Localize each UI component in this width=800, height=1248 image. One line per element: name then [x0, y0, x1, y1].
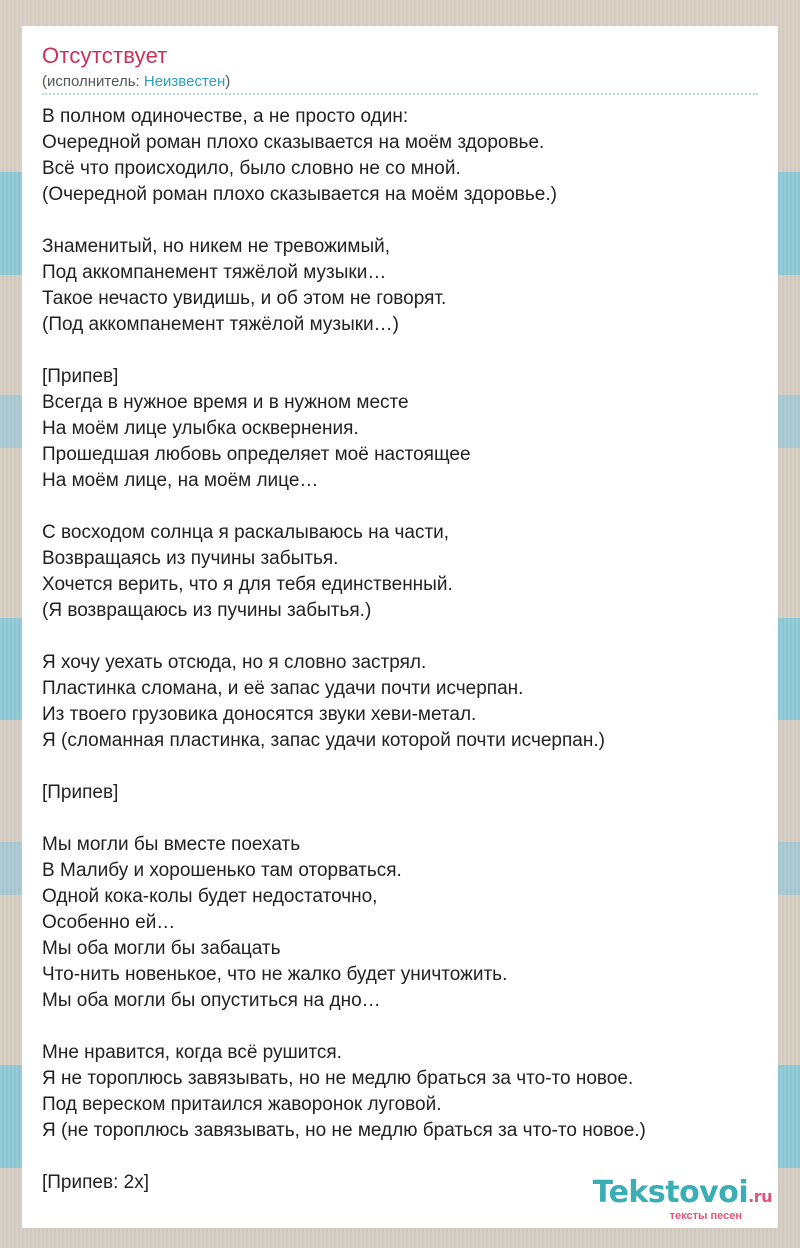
lyric-line: Всё что происходило, было словно не со мной. [42, 158, 461, 179]
lyric-line: Прошедшая любовь определяет моё настоящее [42, 444, 471, 465]
stanza-break [42, 806, 758, 832]
lyric-line: Такое нечасто увидишь, и об этом не говорят. [42, 288, 447, 309]
lyric-line: В полном одиночестве, а не просто один: [42, 106, 409, 127]
logo-name: Tekstovoi [592, 1175, 749, 1210]
lyric-line: На моём лице, на моём лице… [42, 470, 319, 491]
title-divider [42, 93, 758, 95]
stanza-break [42, 1014, 758, 1040]
lyric-line: Знаменитый, но никем не тревожимый, [42, 236, 391, 257]
lyric-line: [Припев] [42, 366, 119, 387]
lyric-line: Из твоего грузовика доносятся звуки хеви-метал. [42, 704, 477, 725]
artist-suffix: ) [225, 73, 231, 90]
lyric-line: Всегда в нужное время и в нужном месте [42, 392, 409, 413]
artist-link[interactable]: Неизвестен [143, 73, 226, 90]
lyric-line: Под вереском притаился жаворонок луговой. [42, 1094, 442, 1115]
lyric-line: С восходом солнца я раскалываюсь на части, [42, 522, 450, 543]
lyric-line: Под аккомпанемент тяжёлой музыки… [42, 262, 387, 283]
artist-prefix: (исполнитель: [42, 73, 144, 90]
lyric-line: Мы оба могли бы опуститься на дно… [42, 990, 381, 1011]
lyric-line: Мне нравится, когда всё рушится. [42, 1042, 342, 1063]
lyric-line: Особенно ей… [42, 912, 176, 933]
lyric-line: (Под аккомпанемент тяжёлой музыки…) [42, 314, 399, 335]
stanza-break [42, 754, 758, 780]
stanza-break [42, 1144, 758, 1170]
lyric-line: [Припев] [42, 782, 119, 803]
logo-tld: .ru [748, 1187, 772, 1206]
stanza-break [42, 338, 758, 364]
lyrics-card [22, 26, 778, 1228]
stanza-break [42, 624, 758, 650]
song-title: Отсутствует [42, 43, 168, 68]
lyric-line: Мы оба могли бы забацать [42, 938, 281, 959]
lyric-line: (Очередной роман плохо сказывается на моём здоровье.) [42, 184, 557, 205]
lyric-line: В Малибу и хорошенько там оторваться. [42, 860, 402, 881]
lyrics-text [42, 104, 758, 1196]
lyric-line: Я (не тороплюсь завязывать, но не медлю браться за что-то новое.) [42, 1120, 646, 1141]
artist-line [42, 73, 230, 90]
lyric-line: Что-нить новенькое, что не жалко будет уничтожить. [42, 964, 508, 985]
logo-tagline: тексты песен [669, 1210, 742, 1222]
lyric-line: [Припев: 2х] [42, 1172, 149, 1193]
lyric-line: Мы могли бы вместе поехать [42, 834, 301, 855]
lyric-line: Хочется верить, что я для тебя единственный. [42, 574, 453, 595]
lyric-line: На моём лице улыбка осквернения. [42, 418, 359, 439]
stanza-break [42, 208, 758, 234]
lyric-line: Я хочу уехать отсюда, но я словно застрял. [42, 652, 427, 673]
lyric-line: Одной кока-колы будет недостаточно, [42, 886, 378, 907]
lyric-line: Я (сломанная пластинка, запас удачи которой почти исчерпан.) [42, 730, 605, 751]
site-logo[interactable] [592, 1175, 772, 1222]
lyric-line: Очередной роман плохо сказывается на моём здоровье. [42, 132, 545, 153]
lyric-line: Возвращаясь из пучины забытья. [42, 548, 339, 569]
lyric-line: Пластинка сломана, и её запас удачи почти исчерпан. [42, 678, 524, 699]
stanza-break [42, 494, 758, 520]
lyric-line: (Я возвращаюсь из пучины забытья.) [42, 600, 372, 621]
lyric-line: Я не тороплюсь завязывать, но не медлю браться за что-то новое. [42, 1068, 634, 1089]
